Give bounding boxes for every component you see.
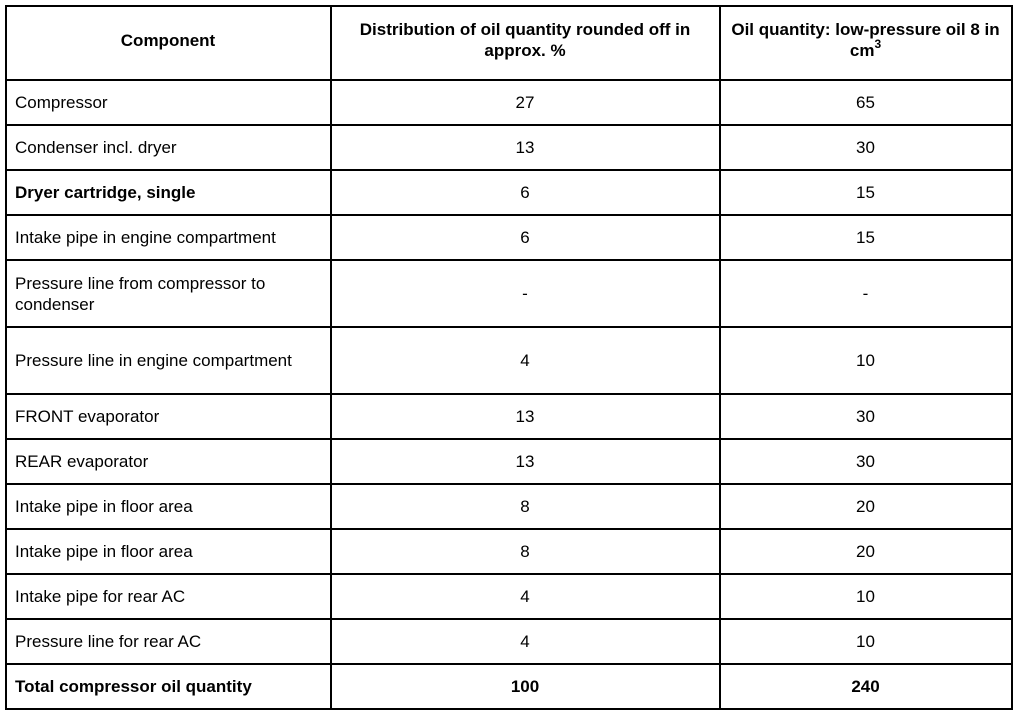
total-quantity: 240 xyxy=(720,664,1012,709)
row-quantity: 65 xyxy=(720,80,1012,125)
row-percent: 4 xyxy=(331,574,720,619)
row-component: Pressure line for rear AC xyxy=(6,619,331,664)
row-percent: 13 xyxy=(331,439,720,484)
header-quantity-text: Oil quantity: low-pressure oil 8 in cm xyxy=(731,20,1000,60)
row-quantity: 20 xyxy=(720,529,1012,574)
row-component: Intake pipe in floor area xyxy=(6,484,331,529)
oil-distribution-table xyxy=(5,5,1013,710)
row-quantity: 30 xyxy=(720,125,1012,170)
row-quantity: 10 xyxy=(720,327,1012,394)
header-row xyxy=(6,6,1012,80)
row-component: Intake pipe for rear AC xyxy=(6,574,331,619)
row-quantity: 30 xyxy=(720,394,1012,439)
header-quantity xyxy=(720,6,1012,80)
total-row xyxy=(6,664,1012,709)
row-percent: 8 xyxy=(331,529,720,574)
row-percent: 6 xyxy=(331,215,720,260)
row-quantity: 20 xyxy=(720,484,1012,529)
row-component: Intake pipe in floor area xyxy=(6,529,331,574)
row-percent: 4 xyxy=(331,327,720,394)
table-row xyxy=(6,215,1012,260)
table-row xyxy=(6,394,1012,439)
table-row xyxy=(6,80,1012,125)
table-row xyxy=(6,619,1012,664)
row-percent: 8 xyxy=(331,484,720,529)
row-quantity: 10 xyxy=(720,619,1012,664)
header-component: Component xyxy=(6,6,331,80)
table-row xyxy=(6,327,1012,394)
row-percent: 13 xyxy=(331,125,720,170)
row-quantity: 30 xyxy=(720,439,1012,484)
row-percent: 27 xyxy=(331,80,720,125)
table-row xyxy=(6,170,1012,215)
row-quantity: 15 xyxy=(720,170,1012,215)
table-row xyxy=(6,484,1012,529)
header-quantity-superscript: 3 xyxy=(874,37,882,52)
row-quantity: 15 xyxy=(720,215,1012,260)
total-percent: 100 xyxy=(331,664,720,709)
row-percent: 6 xyxy=(331,170,720,215)
table-row xyxy=(6,574,1012,619)
header-distribution: Distribution of oil quantity rounded off in approx. % xyxy=(331,6,720,80)
row-component: Intake pipe in engine compartment xyxy=(6,215,331,260)
row-component: REAR evaporator xyxy=(6,439,331,484)
row-component: Condenser incl. dryer xyxy=(6,125,331,170)
table-row xyxy=(6,529,1012,574)
row-component: Pressure line in engine compartment xyxy=(6,327,331,394)
row-quantity: 10 xyxy=(720,574,1012,619)
table-row xyxy=(6,260,1012,327)
table-row xyxy=(6,439,1012,484)
row-percent: - xyxy=(331,260,720,327)
row-component: Dryer cartridge, single xyxy=(6,170,331,215)
row-percent: 13 xyxy=(331,394,720,439)
total-component: Total compressor oil quantity xyxy=(6,664,331,709)
row-quantity: - xyxy=(720,260,1012,327)
row-component: FRONT evaporator xyxy=(6,394,331,439)
row-component: Compressor xyxy=(6,80,331,125)
row-component: Pressure line from compressor to condenser xyxy=(6,260,331,327)
table-row xyxy=(6,125,1012,170)
row-percent: 4 xyxy=(331,619,720,664)
